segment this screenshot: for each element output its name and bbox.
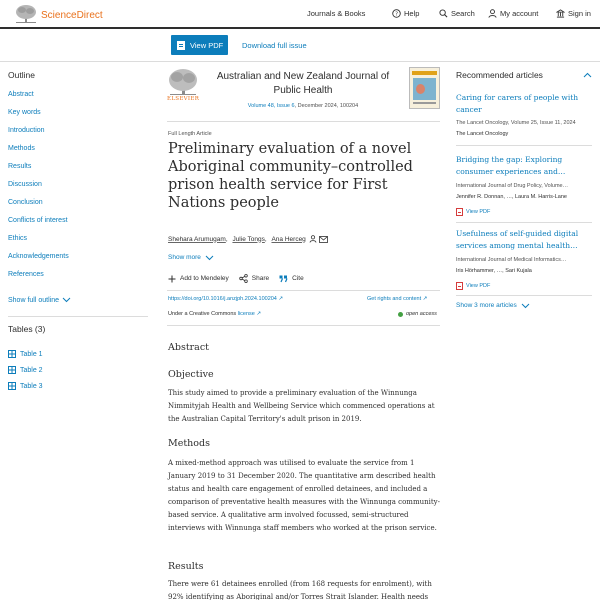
journal-cover-image[interactable]	[409, 67, 440, 109]
tables-panel	[8, 324, 148, 394]
outline-item-conflicts[interactable]: Conflicts of interest	[8, 217, 68, 224]
chevron-down-icon	[205, 255, 214, 261]
recommended-article-author: Jennifer R. Donnan, …, Laura M. Harris-Lane	[456, 194, 567, 200]
tables-title: Tables (3)	[8, 324, 46, 334]
recommended-view-pdf-link[interactable]	[456, 208, 490, 216]
plus-icon	[168, 275, 176, 283]
table-link-label: Table 3	[20, 382, 43, 390]
nav-journals-books-label: Journals & Books	[307, 9, 366, 18]
article-title: Preliminary evaluation of a novel Aboriginal community–controlled prison health service for First Nations people	[168, 141, 413, 211]
recommended-article-title[interactable]: Usefulness of self-guided digital services among mental health…	[456, 229, 579, 250]
rights-link[interactable]	[367, 296, 427, 302]
table-icon	[8, 382, 16, 390]
view-pdf-label: View PDF	[466, 209, 491, 215]
chevron-up-icon[interactable]	[583, 72, 592, 78]
divider	[456, 145, 592, 146]
author-link[interactable]: Ana Herceg	[271, 235, 306, 243]
nav-help[interactable]	[392, 9, 419, 18]
add-to-mendeley-label: Add to Mendeley	[180, 275, 229, 282]
cc-prefix: Under a Creative Commons	[168, 311, 238, 317]
outline-item-introduction[interactable]: Introduction	[8, 127, 45, 134]
cite-button[interactable]	[279, 275, 304, 283]
recommended-header[interactable]	[456, 70, 592, 80]
outline-title: Outline	[8, 70, 35, 80]
recommended-title: Recommended articles	[456, 70, 543, 80]
journal-title[interactable]: Australian and New Zealand Journal of Public Health	[216, 71, 390, 96]
chevron-down-icon	[62, 297, 71, 303]
license-link[interactable]: license ↗	[237, 311, 261, 317]
recommended-article-title[interactable]: Caring for carers of people with cancer	[456, 93, 579, 114]
open-access-label: open access	[406, 311, 437, 317]
table-link-label: Table 2	[20, 366, 43, 374]
add-to-mendeley-button[interactable]	[168, 275, 229, 283]
institution-icon	[556, 9, 565, 18]
outline-item-conclusion[interactable]: Conclusion	[8, 199, 43, 206]
nav-help-label: Help	[404, 9, 420, 18]
share-label: Share	[251, 275, 270, 282]
article-toolbar	[0, 30, 600, 62]
pdf-icon	[177, 41, 185, 50]
download-full-issue-link[interactable]: Download full issue	[242, 41, 307, 50]
journal-meta-rest: , December 2024, 100204	[294, 103, 359, 109]
outline-item-discussion[interactable]: Discussion	[8, 181, 42, 188]
outline-panel	[8, 70, 148, 309]
results-text: There were 61 detainees enrolled (from 168 requests for enrolment), with 92% identifying as Aboriginal and/or Torres Strait Islander. Health needs	[168, 580, 432, 600]
table-icon	[8, 350, 16, 358]
article-actions	[168, 274, 314, 283]
table-link-2[interactable]	[8, 362, 148, 378]
view-pdf-button[interactable]	[171, 35, 228, 55]
nav-sign-in-label: Sign in	[568, 9, 591, 18]
journal-meta	[203, 103, 403, 109]
recommended-article-author: Iris Hörhammer, …, Sari Kujala	[456, 268, 532, 274]
author-list	[168, 235, 328, 243]
chevron-down-icon	[521, 303, 530, 309]
outline-item-references[interactable]: References	[8, 271, 44, 278]
cite-label: Cite	[292, 275, 304, 282]
brand-name: ScienceDirect	[41, 9, 103, 21]
nav-journals-books[interactable]	[307, 9, 365, 18]
open-access-icon	[398, 312, 403, 317]
nav-sign-in[interactable]	[556, 9, 591, 18]
nav-my-account-label: My account	[500, 9, 539, 18]
nav-search-label: Search	[451, 9, 475, 18]
show-more-articles-label: Show 3 more articles	[456, 302, 517, 309]
svg-text:?: ?	[395, 11, 398, 18]
recommended-panel	[456, 70, 592, 80]
view-pdf-label: View PDF	[190, 40, 224, 50]
outline-item-acknowledgements[interactable]: Acknowledgements	[8, 253, 69, 260]
rights-text: Get rights and content	[367, 296, 422, 302]
search-icon	[439, 9, 448, 18]
journal-header	[167, 67, 440, 115]
cover-figure	[416, 84, 425, 94]
volume-issue-link[interactable]: Volume 48, Issue 6	[247, 103, 295, 109]
divider	[167, 325, 440, 326]
pdf-icon	[456, 208, 463, 216]
doi-text: https://doi.org/10.1016/j.anzjph.2024.100204	[168, 296, 277, 302]
show-more-label: Show more	[168, 254, 201, 261]
help-icon	[392, 9, 401, 18]
outline-item-key-words[interactable]: Key words	[8, 109, 41, 116]
outline-item-results[interactable]: Results	[8, 163, 32, 170]
pdf-icon	[456, 282, 463, 290]
table-icon	[8, 366, 16, 374]
author-link[interactable]: Julie Tongs	[232, 235, 265, 243]
abstract-heading: Abstract	[168, 342, 209, 353]
methods-heading: Methods	[168, 438, 210, 449]
doi-link[interactable]	[168, 296, 283, 302]
divider	[167, 121, 440, 122]
table-link-3[interactable]	[8, 378, 148, 394]
person-icon	[309, 235, 317, 243]
show-full-outline-button[interactable]	[8, 291, 148, 309]
article-type: Full Length Article	[168, 131, 212, 137]
divider	[456, 295, 592, 296]
email-icon[interactable]	[319, 236, 328, 243]
show-more-button[interactable]	[168, 254, 214, 261]
external-link-icon: ↗	[422, 296, 428, 302]
recommended-article-author: The Lancet Oncology	[456, 131, 509, 137]
author-link[interactable]: Shehara Arumugam	[168, 235, 226, 243]
divider	[456, 222, 592, 223]
objective-text: This study aimed to provide a preliminary evaluation of the Winnunga Nimmityjah Health and Wellbeing Service which commenced operations at the Australian Capital Territory's adult prison in 2019.	[168, 389, 435, 423]
recommended-article-source: The Lancet Oncology, Volume 25, Issue 11, 2024	[456, 120, 576, 126]
quote-icon	[279, 275, 288, 283]
elsevier-wordmark: ELSEVIER	[167, 96, 200, 102]
show-full-outline-label: Show full outline	[8, 296, 59, 304]
nav-my-account[interactable]	[488, 9, 538, 18]
open-access-badge	[398, 311, 437, 317]
external-link-icon: ↗	[278, 296, 284, 302]
elsevier-tree-icon	[14, 4, 38, 24]
recommended-article-title[interactable]: Bridging the gap: Exploring consumer experiences and…	[456, 155, 566, 176]
cover-band	[412, 71, 437, 75]
license-text: license	[237, 311, 255, 317]
share-icon	[239, 274, 248, 283]
recommended-view-pdf-link[interactable]	[456, 282, 490, 290]
share-button[interactable]	[239, 274, 269, 283]
recommended-article-source: International Journal of Drug Policy, Volume…	[456, 183, 569, 189]
site-header	[0, 0, 600, 29]
cover-footer	[413, 102, 436, 104]
view-pdf-label: View PDF	[466, 283, 491, 289]
outline-item-ethics[interactable]: Ethics	[8, 235, 28, 242]
creative-commons-notice	[168, 311, 261, 317]
recommended-article-source: International Journal of Medical Informatics…	[456, 257, 567, 263]
results-heading: Results	[168, 561, 204, 572]
objective-heading: Objective	[168, 369, 214, 380]
user-icon	[488, 9, 497, 18]
table-link-1[interactable]	[8, 346, 148, 362]
outline-item-methods[interactable]: Methods	[8, 145, 35, 152]
author-separator: ,	[264, 235, 269, 243]
author-separator: ,	[225, 235, 230, 243]
divider	[8, 316, 148, 317]
show-more-articles-button[interactable]	[456, 302, 530, 309]
divider	[167, 290, 440, 291]
nav-search[interactable]	[439, 9, 475, 18]
methods-text: A mixed-method approach was utilised to evaluate the service from 1 January 2019 to 31 December 2020. The quantitative arm described health status and health care engagement of enrolled detainees, and included a comparison of preventative health measures with the Winnunga community-based service. A qualitative arm involved focussed, semi-structured interviews with Winnunga staff members who worked at the prison service.	[168, 459, 440, 532]
outline-item-abstract[interactable]: Abstract	[8, 91, 34, 98]
table-link-label: Table 1	[20, 350, 43, 358]
sciencedirect-logo[interactable]	[14, 4, 103, 24]
